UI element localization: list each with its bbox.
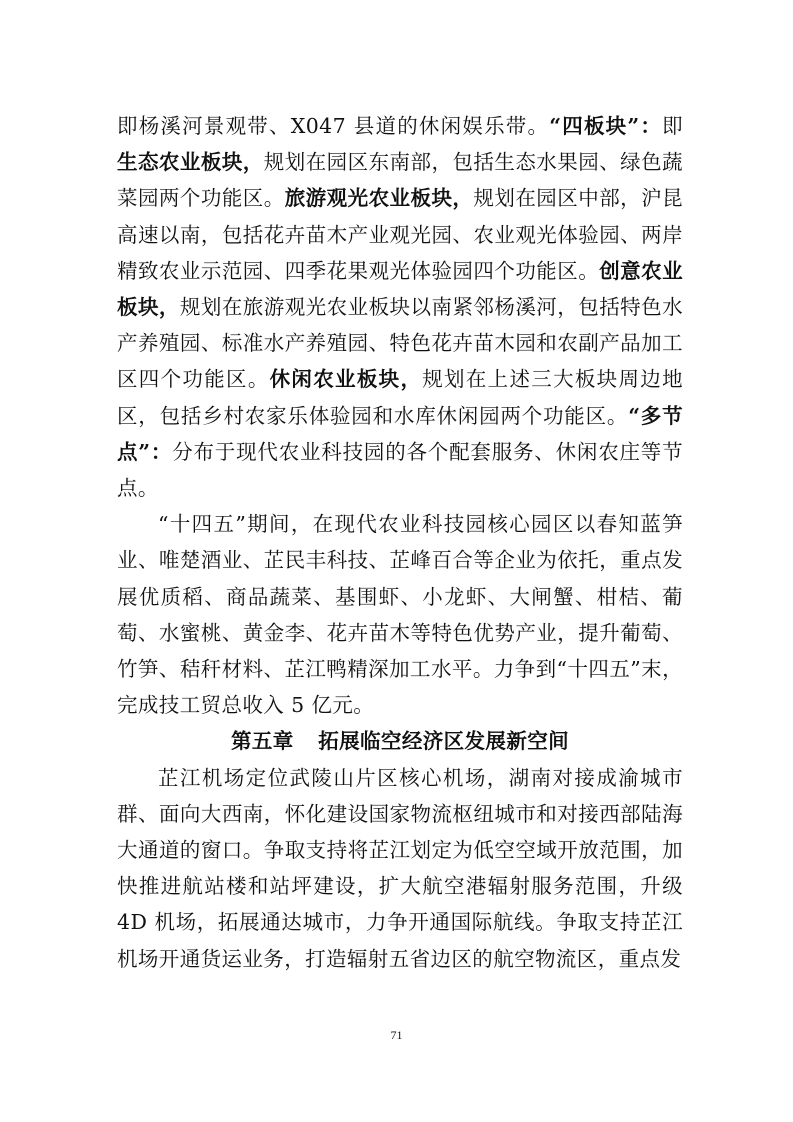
chapter-title: 拓展临空经济区发展新空间 <box>318 729 570 754</box>
page-number: 71 <box>390 1028 403 1042</box>
text-run: 规划在园区中部，沪昆高速以南，包括花卉苗木产业观光园、农业观光体验园、两岸精致农业示范园、四季花果观光体验园四个功能区。 <box>117 186 683 283</box>
paragraph-layout-plan <box>117 108 683 506</box>
text-run: 规划在园区东南部，包括生态水果园、绿色蔬菜园两个功能区。 <box>117 150 683 211</box>
bold-term-tourism-agriculture: 旅游观光农业板块， <box>284 186 474 211</box>
text-run: 即 <box>662 114 683 138</box>
chapter-heading <box>117 723 683 759</box>
bold-term-leisure-agriculture: 休闲农业板块， <box>269 367 423 392</box>
bold-term-four-sections: “四板块”： <box>549 114 663 138</box>
text-run: 分布于现代农业科技园的各个配套服务、休闲农庄等节点。 <box>117 439 683 501</box>
text-run: 即杨溪河景观带、X047 县道的休闲娱乐带。 <box>117 114 550 138</box>
text-run: 规划在旅游观光农业板块以南紧邻杨溪河，包括特色水产养殖园、标准水产养殖园、特色花卉苗木园和农副产品加工区四个功能区。 <box>117 295 683 392</box>
bold-term-eco-agriculture: 生态农业板块， <box>117 150 264 175</box>
paragraph-14th-five-year: “十四五”期间，在现代农业科技园核心园区以春知蓝笋业、唯楚酒业、芷民丰科技、芷峰百合等企业为依托，重点发展优质稻、商品蔬菜、基围虾、小龙虾、大闸蟹、柑桔、葡萄、水蜜桃、黄金李、花卉苗木等特色优势产业，提升葡萄、竹笋、秸秆材料、芷江鸭精深加工水平。力争到“十四五”末，完成技工贸总收入 5 亿元。 <box>117 512 683 718</box>
body-text <box>117 108 683 977</box>
bold-term-multiple-nodes: “多节点”： <box>117 403 683 464</box>
paragraph-airport: 芷江机场定位武陵山片区核心机场，湖南对接成渝城市群、面向大西南，怀化建设国家物流枢纽城市和对接西部陆海大通道的窗口。争取支持将芷江划定为低空空域开放范围，加快推进航站楼和站坪建设，扩大航空港辐射服务范围，升级 4D 机场，拓展通达城市，力争开通国际航线。争取支持芷江机场开通货运业务，打造辐射五省边区的航空物流区，重点发 <box>117 765 683 971</box>
bold-term-creative-agriculture: 创意农业板块， <box>117 258 683 320</box>
text-run: 规划在上述三大板块周边地区，包括乡村农家乐体验园和水库休闲园两个功能区。 <box>117 367 683 428</box>
chapter-number: 第五章 <box>230 729 294 754</box>
